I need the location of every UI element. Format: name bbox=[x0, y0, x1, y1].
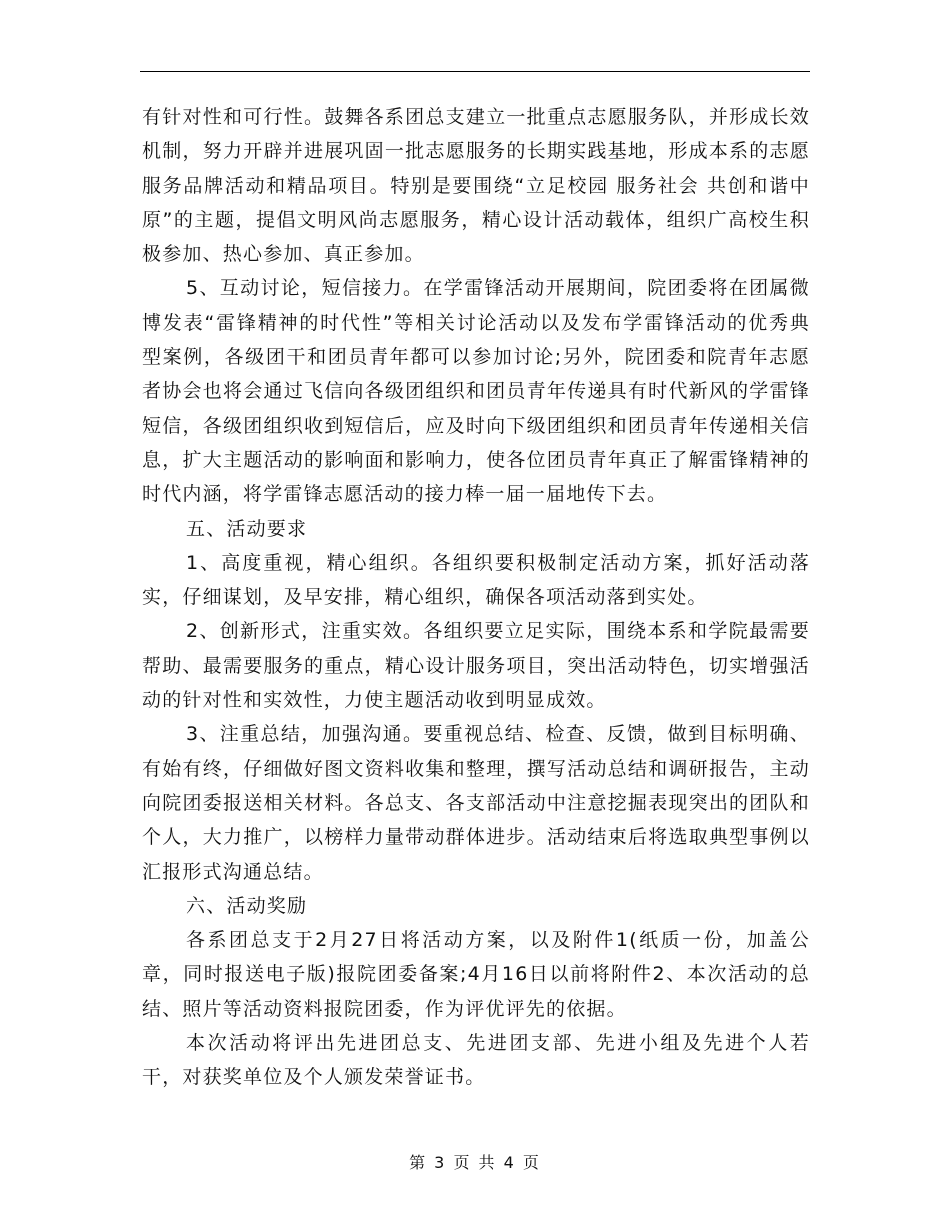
paragraph-rewards-awards: 本次活动将评出先进团总支、先进团支部、先进小组及先进个人若干，对获奖单位及个人颁发荣誉证书。 bbox=[142, 1032, 810, 1089]
page-number-footer: 第 3 页 共 4 页 bbox=[409, 1153, 541, 1172]
section-heading-requirements: 五、活动要求 bbox=[186, 517, 308, 540]
paragraph-item-5: 5、互动讨论，短信接力。在学雷锋活动开展期间，院团委将在团属微博发表“雷锋精神的时代性”等相关讨论活动以及发布学雷锋活动的优秀典型案例，各级团干和团员青年都可以参加讨论;另外，院团委和院青年志愿者协会也将会通过飞信向各级团组织和团员青年传递具有时代新风的学雷锋短信，各级团组织收到短信后，应及时向下级团组织和团员青年传递相关信息，扩大主题活动的影响面和影响力，使各位团员青年真正了解雷锋精神的时代内涵，将学雷锋志愿活动的接力棒一届一届地传下去。 bbox=[142, 277, 810, 506]
paragraph-rewards-submission: 各系团总支于2月27日将活动方案，以及附件1(纸质一份，加盖公章，同时报送电子版)报院团委备案;4月16日以前将附件2、本次活动的总结、照片等活动资料报院团委，作为评优评先的依据。 bbox=[142, 929, 810, 1020]
document-body bbox=[142, 100, 810, 1095]
paragraph-continuation: 有针对性和可行性。鼓舞各系团总支建立一批重点志愿服务队，并形成长效机制，努力开辟并进展巩固一批志愿服务的长期实践基地，形成本系的志愿服务品牌活动和精品项目。特别是要围绕“立足校园 服务社会 共创和谐中原”的主题，提倡文明风尚志愿服务，精心设计活动载体，组织广高校生积极参加、热心参加、真正参加。 bbox=[142, 106, 810, 266]
paragraph-requirement-1: 1、高度重视，精心组织。各组织要积极制定活动方案，抓好活动落实，仔细谋划，及早安排，精心组织，确保各项活动落到实处。 bbox=[142, 551, 810, 609]
header-rule bbox=[140, 71, 810, 72]
paragraph-requirement-3: 3、注重总结，加强沟通。要重视总结、检查、反馈，做到目标明确、有始有终，仔细做好图文资料收集和整理，撰写活动总结和调研报告，主动向院团委报送相关材料。各总支、各支部活动中注意挖掘表现突出的团队和个人，大力推广，以榜样力量带动群体进步。活动结束后将选取典型事例以汇报形式沟通总结。 bbox=[142, 723, 810, 883]
paragraph-requirement-2: 2、创新形式，注重实效。各组织要立足实际，围绕本系和学院最需要帮助、最需要服务的重点，精心设计服务项目，突出活动特色，切实增强活动的针对性和实效性，力使主题活动收到明显成效。 bbox=[142, 620, 810, 712]
section-heading-rewards: 六、活动奖励 bbox=[186, 894, 308, 917]
